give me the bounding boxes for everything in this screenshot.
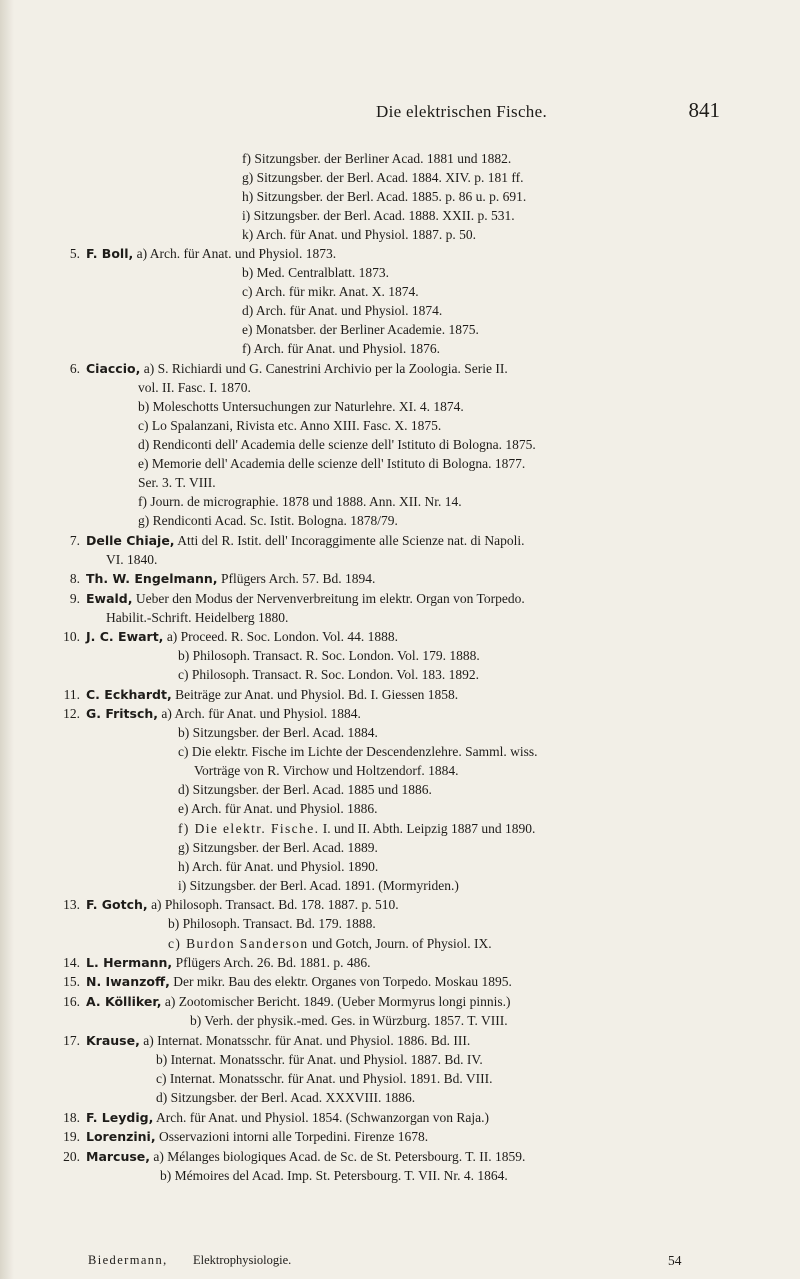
reference-entry-line bbox=[0, 973, 512, 990]
reference-number: 16. bbox=[63, 994, 80, 1009]
reference-continuation-line bbox=[178, 800, 377, 817]
reference-text: a) Proceed. R. Soc. London. Vol. 44. 1888. bbox=[166, 629, 399, 644]
reference-author: Ciaccio, bbox=[86, 361, 141, 376]
reference-text: i) Sitzungsber. der Berl. Acad. 1888. XXII. p. 531. bbox=[242, 208, 515, 223]
reference-text: b) Internat. Monatsschr. für Anat. und Physiol. 1887. Bd. IV. bbox=[156, 1052, 483, 1067]
reference-text: b) Mémoires del Acad. Imp. St. Petersbourg. T. VII. Nr. 4. 1864. bbox=[160, 1168, 508, 1183]
reference-continuation-line bbox=[138, 398, 464, 415]
reference-continuation-line bbox=[168, 935, 492, 952]
reference-text: d) Sitzungsber. der Berl. Acad. 1885 und 1886. bbox=[178, 782, 432, 797]
reference-text: Arch. für Anat. und Physiol. 1854. (Schwanzorgan von Raja.) bbox=[155, 1110, 490, 1125]
reference-continuation-line bbox=[156, 1070, 492, 1087]
reference-continuation-line bbox=[106, 551, 157, 568]
reference-text: a) Internat. Monatsschr. für Anat. und Physiol. 1886. Bd. III. bbox=[143, 1033, 471, 1048]
reference-text: Beiträge zur Anat. und Physiol. Bd. I. Giessen 1858. bbox=[175, 687, 459, 702]
reference-number: 20. bbox=[63, 1149, 80, 1164]
reference-text: f) Sitzungsber. der Berliner Acad. 1881 und 1882. bbox=[242, 151, 512, 166]
reference-author: Delle Chiaje, bbox=[86, 533, 175, 548]
reference-text: a) Zootomischer Bericht. 1849. (Ueber Mormyrus longi pinnis.) bbox=[164, 994, 511, 1009]
reference-text: c) Lo Spalanzani, Rivista etc. Anno XIII. Fasc. X. 1875. bbox=[138, 418, 442, 433]
reference-continuation-line bbox=[242, 340, 440, 357]
reference-continuation-line bbox=[178, 877, 459, 894]
reference-author: G. Fritsch, bbox=[86, 706, 159, 721]
reference-author: J. C. Ewart, bbox=[86, 629, 164, 644]
reference-continuation-line bbox=[242, 207, 515, 224]
reference-text: b) Moleschotts Untersuchungen zur Naturlehre. XI. 4. 1874. bbox=[138, 399, 464, 414]
reference-continuation-line bbox=[138, 436, 536, 453]
reference-text: und Gotch, Journ. of Physiol. IX. bbox=[311, 936, 492, 951]
reference-continuation-line bbox=[138, 379, 251, 396]
reference-text: Pflügers Arch. 57. Bd. 1894. bbox=[220, 571, 376, 586]
reference-number: 13. bbox=[63, 897, 80, 912]
reference-text: k) Arch. für Anat. und Physiol. 1887. p. 50. bbox=[242, 227, 476, 242]
reference-continuation-line bbox=[168, 915, 376, 932]
reference-text: f) Arch. für Anat. und Physiol. 1876. bbox=[242, 341, 440, 356]
reference-continuation-line bbox=[106, 609, 288, 626]
reference-text: e) Memorie dell' Academia delle scienze dell' Istituto di Bologna. 1877. bbox=[138, 456, 526, 471]
reference-continuation-line bbox=[242, 302, 442, 319]
reference-continuation-line bbox=[138, 512, 398, 529]
reference-author: F. Gotch, bbox=[86, 897, 148, 912]
reference-text: c) Internat. Monatsschr. für Anat. und Physiol. 1891. Bd. VIII. bbox=[156, 1071, 493, 1086]
reference-author: Krause, bbox=[86, 1033, 140, 1048]
reference-continuation-line bbox=[156, 1089, 415, 1106]
reference-continuation-line bbox=[178, 647, 480, 664]
reference-author: Lorenzini, bbox=[86, 1129, 156, 1144]
reference-entry-line bbox=[0, 686, 458, 703]
reference-continuation-line bbox=[242, 188, 526, 205]
reference-continuation-line bbox=[178, 858, 378, 875]
reference-text: e) Arch. für Anat. und Physiol. 1886. bbox=[178, 801, 378, 816]
reference-entry-line bbox=[0, 1109, 489, 1126]
reference-continuation-line bbox=[194, 762, 459, 779]
reference-text: I. und II. Abth. Leipzig 1887 und 1890. bbox=[322, 821, 536, 836]
reference-entry-line bbox=[0, 628, 398, 645]
reference-number: 11. bbox=[63, 687, 80, 702]
reference-text: a) Philosoph. Transact. Bd. 178. 1887. p. 510. bbox=[151, 897, 399, 912]
reference-text: i) Sitzungsber. der Berl. Acad. 1891. (Mormyriden.) bbox=[178, 878, 459, 893]
reference-number: 14. bbox=[63, 955, 80, 970]
reference-continuation-line bbox=[242, 150, 511, 167]
reference-text: b) Verh. der physik.-med. Ges. in Würzburg. 1857. T. VIII. bbox=[190, 1013, 508, 1028]
reference-text: Vorträge von R. Virchow und Holtzendorf. 1884. bbox=[194, 763, 459, 778]
reference-continuation-line bbox=[178, 666, 479, 683]
reference-text: c) Arch. für mikr. Anat. X. 1874. bbox=[242, 284, 419, 299]
reference-text: Osservazioni intorni alle Torpedini. Firenze 1678. bbox=[158, 1129, 429, 1144]
reference-continuation-line bbox=[242, 321, 479, 338]
reference-continuation-line bbox=[156, 1051, 483, 1068]
reference-continuation-line bbox=[138, 474, 216, 491]
reference-author: A. Kölliker, bbox=[86, 994, 162, 1009]
reference-author: F. Leydig, bbox=[86, 1110, 154, 1125]
reference-entry-line bbox=[0, 590, 525, 607]
reference-text: g) Sitzungsber. der Berl. Acad. 1889. bbox=[178, 840, 378, 855]
reference-author: Marcuse, bbox=[86, 1149, 151, 1164]
reference-text: h) Arch. für Anat. und Physiol. 1890. bbox=[178, 859, 379, 874]
reference-text: a) Mélanges biologiques Acad. de Sc. de St. Petersbourg. T. II. 1859. bbox=[153, 1149, 526, 1164]
reference-number: 6. bbox=[69, 361, 80, 376]
reference-text: VI. 1840. bbox=[106, 552, 158, 567]
footer-sheet-number: 54 bbox=[668, 1253, 682, 1268]
reference-entry-line bbox=[0, 954, 371, 971]
spaced-title-text: f) Die elektr. Fische. bbox=[178, 821, 320, 836]
reference-entry-line bbox=[0, 1128, 428, 1145]
reference-text: a) S. Richiardi und G. Canestrini Archivio per la Zoologia. Serie II. bbox=[143, 361, 508, 376]
reference-text: b) Philosoph. Transact. Bd. 179. 1888. bbox=[168, 916, 376, 931]
running-title: Die elektrischen Fische. bbox=[376, 102, 548, 121]
reference-text: c) Die elektr. Fische im Lichte der Descendenzlehre. Samml. wiss. bbox=[178, 744, 538, 759]
reference-continuation-line bbox=[190, 1012, 508, 1029]
reference-text: Ser. 3. T. VIII. bbox=[138, 475, 216, 490]
reference-author: N. Iwanzoff, bbox=[86, 974, 170, 989]
reference-continuation-line bbox=[160, 1167, 508, 1184]
reference-number: 18. bbox=[63, 1110, 80, 1125]
reference-continuation-line bbox=[178, 839, 378, 856]
reference-number: 17. bbox=[63, 1033, 80, 1048]
reference-text: Der mikr. Bau des elektr. Organes von Torpedo. Moskau 1895. bbox=[173, 974, 512, 989]
reference-text: d) Sitzungsber. der Berl. Acad. XXXVIII. 1886. bbox=[156, 1090, 416, 1105]
reference-text: c) Philosoph. Transact. R. Soc. London. Vol. 183. 1892. bbox=[178, 667, 480, 682]
reference-continuation-line bbox=[242, 264, 389, 281]
footer-signature-name: Biedermann, bbox=[88, 1253, 168, 1267]
reference-number: 12. bbox=[63, 706, 80, 721]
reference-number: 8. bbox=[69, 571, 80, 586]
reference-text: Habilit.-Schrift. Heidelberg 1880. bbox=[106, 610, 289, 625]
page-header bbox=[120, 98, 720, 132]
footer-signature-title: Elektrophysiologie. bbox=[193, 1253, 292, 1267]
reference-number: 19. bbox=[63, 1129, 80, 1144]
reference-entry-line bbox=[0, 532, 525, 549]
reference-text: g) Sitzungsber. der Berl. Acad. 1884. XIV. p. 181 ff. bbox=[242, 170, 524, 185]
reference-entry-line bbox=[0, 245, 336, 262]
reference-author: L. Hermann, bbox=[86, 955, 173, 970]
reference-entry-line bbox=[0, 1032, 470, 1049]
reference-continuation-line bbox=[138, 493, 462, 510]
reference-text: h) Sitzungsber. der Berl. Acad. 1885. p. 86 u. p. 691. bbox=[242, 189, 527, 204]
reference-text: d) Rendiconti dell' Academia delle scienze dell' Istituto di Bologna. 1875. bbox=[138, 437, 536, 452]
reference-author: Ewald, bbox=[86, 591, 133, 606]
reference-continuation-line bbox=[178, 743, 538, 760]
reference-text: a) Arch. für Anat. und Physiol. 1873. bbox=[136, 246, 337, 261]
reference-continuation-line bbox=[242, 169, 523, 186]
reference-author: C. Eckhardt, bbox=[86, 687, 172, 702]
reference-number: 5. bbox=[69, 246, 80, 261]
spaced-title-text: c) Burdon Sanderson bbox=[168, 936, 309, 951]
reference-author: Th. W. Engelmann, bbox=[86, 571, 218, 586]
reference-text: Atti del R. Istit. dell' Incoraggimente alle Scienze nat. di Napoli. bbox=[177, 533, 525, 548]
reference-text: a) Arch. für Anat. und Physiol. 1884. bbox=[161, 706, 361, 721]
reference-text: g) Rendiconti Acad. Sc. Istit. Bologna. 1878/79. bbox=[138, 513, 398, 528]
reference-number: 9. bbox=[69, 591, 80, 606]
reference-continuation-line bbox=[178, 781, 432, 798]
reference-text: b) Med. Centralblatt. 1873. bbox=[242, 265, 389, 280]
reference-entry-line bbox=[0, 1148, 525, 1165]
page-number: 841 bbox=[688, 98, 720, 122]
reference-entry-line bbox=[0, 705, 361, 722]
reference-continuation-line bbox=[138, 417, 441, 434]
reference-entry-line bbox=[0, 993, 511, 1010]
reference-continuation-line bbox=[178, 724, 378, 741]
reference-number: 7. bbox=[69, 533, 80, 548]
reference-text: Pflügers Arch. 26. Bd. 1881. p. 486. bbox=[175, 955, 371, 970]
reference-text: d) Arch. für Anat. und Physiol. 1874. bbox=[242, 303, 443, 318]
reference-text: b) Sitzungsber. der Berl. Acad. 1884. bbox=[178, 725, 378, 740]
reference-continuation-line bbox=[242, 226, 476, 243]
reference-author: F. Boll, bbox=[86, 246, 134, 261]
reference-text: f) Journ. de micrographie. 1878 und 1888. Ann. XII. Nr. 14. bbox=[138, 494, 462, 509]
reference-entry-line bbox=[0, 896, 399, 913]
page-footer bbox=[0, 1253, 800, 1271]
reference-text: Ueber den Modus der Nervenverbreitung im elektr. Organ von Torpedo. bbox=[135, 591, 525, 606]
reference-number: 10. bbox=[63, 629, 80, 644]
reference-continuation-line bbox=[138, 455, 525, 472]
reference-text: vol. II. Fasc. I. 1870. bbox=[138, 380, 251, 395]
reference-number: 15. bbox=[63, 974, 80, 989]
reference-continuation-line bbox=[242, 283, 419, 300]
reference-entry-line bbox=[0, 570, 375, 587]
reference-entry-line bbox=[0, 360, 508, 377]
reference-text: b) Philosoph. Transact. R. Soc. London. Vol. 179. 1888. bbox=[178, 648, 480, 663]
reference-text: e) Monatsber. der Berliner Academie. 1875. bbox=[242, 322, 479, 337]
reference-continuation-line bbox=[178, 820, 535, 837]
